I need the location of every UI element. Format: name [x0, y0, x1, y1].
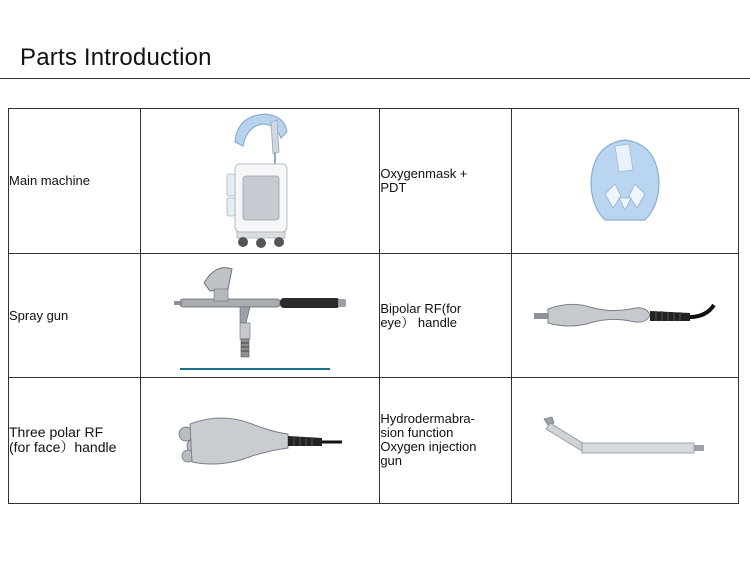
table-row [9, 377, 739, 503]
part-label-cell [9, 377, 141, 503]
part-label-cell [380, 109, 512, 254]
part-image-cell [140, 254, 380, 377]
part-label-cell [9, 109, 141, 254]
bipolar-rf-handle-photo-icon [530, 291, 720, 341]
page-title: Parts Introduction [20, 44, 212, 71]
three-polar-rf-handle-photo-icon [172, 410, 347, 470]
title-divider [0, 78, 750, 79]
part-label: Oxygenmask + PDT [380, 166, 468, 196]
part-image-cell [512, 109, 739, 254]
part-label-cell [380, 254, 512, 377]
part-label: Hydrodermabra- sion function Oxygen injection gun [380, 411, 477, 469]
table-row [9, 109, 739, 254]
parts-table [8, 108, 739, 504]
part-image-cell [140, 109, 380, 254]
part-image-cell [140, 377, 380, 503]
hydrodermabrasion-gun-photo-icon [540, 415, 710, 465]
table-row [9, 254, 739, 377]
part-label: Spray gun [9, 307, 69, 323]
part-label-cell [380, 377, 512, 503]
part-label: Bipolar RF(for eye） handle [380, 300, 462, 330]
part-label: Three polar RF (for face）handle [9, 424, 117, 456]
machine-photo-icon [215, 112, 305, 250]
part-label-cell [9, 254, 141, 377]
part-image-cell [512, 254, 739, 377]
part-image-cell [512, 377, 739, 503]
oxygen-mask-photo-icon [585, 136, 665, 226]
spray-gun-photo-icon [170, 261, 350, 371]
part-label: Main machine [9, 173, 90, 189]
